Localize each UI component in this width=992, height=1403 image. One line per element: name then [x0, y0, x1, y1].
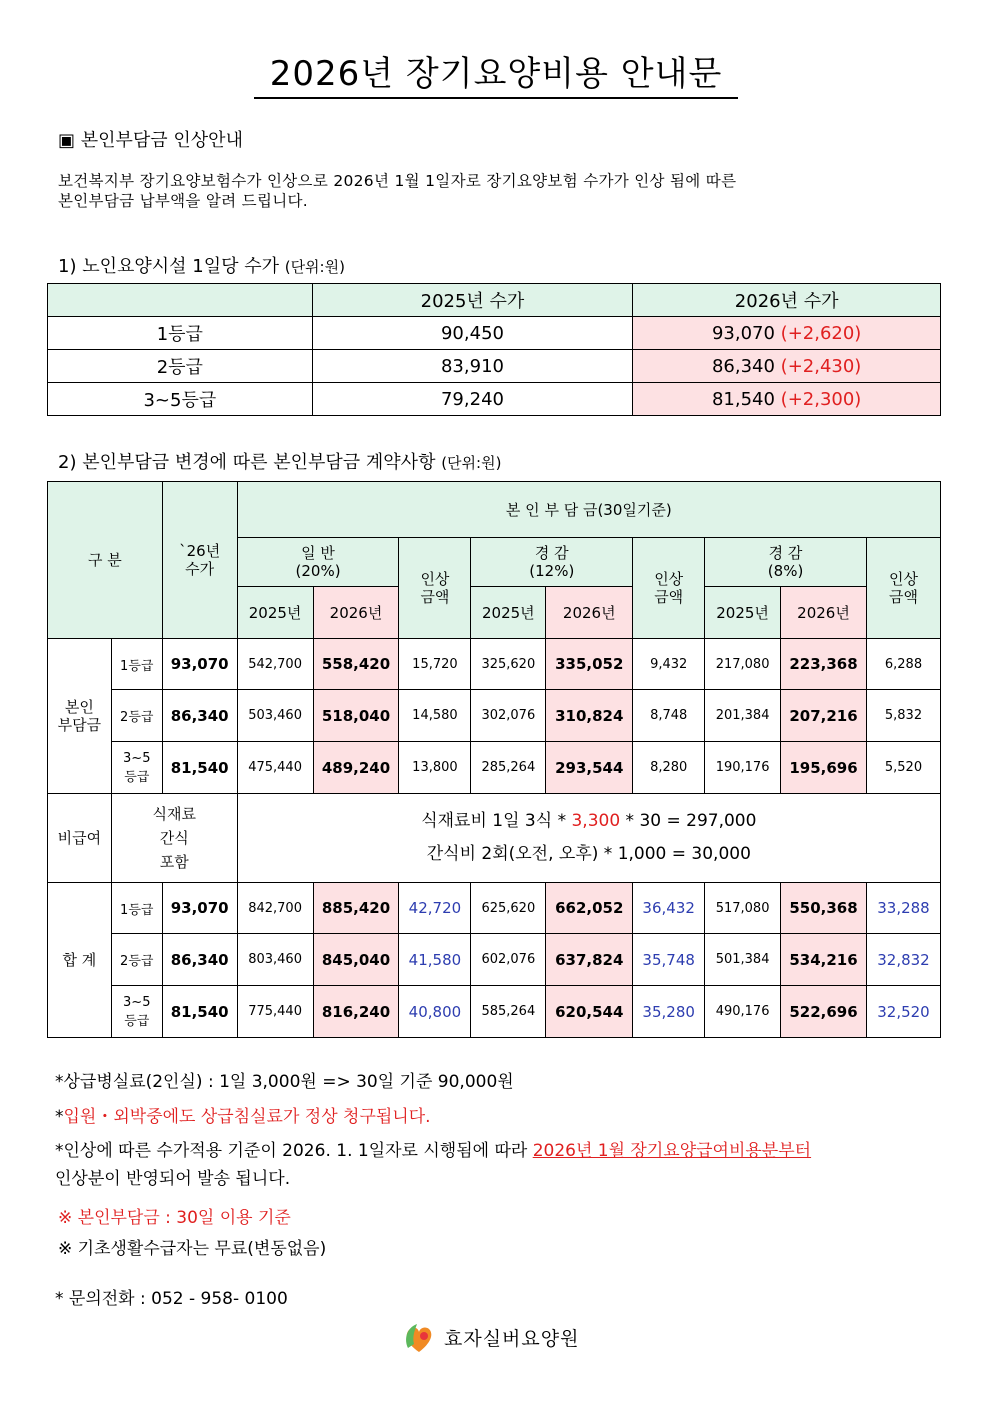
organization-logo: 효자실버요양원	[400, 1318, 579, 1356]
table-row: 3~5 등급 81,540 775,440 816,240 40,800 585,264 620,544 35,280 490,176 522,696 32,520	[48, 986, 941, 1038]
table-row: 2등급 86,340 803,460 845,040 41,580 602,076 637,824 35,748 501,384 534,216 32,832	[48, 934, 941, 986]
page-title: 2026년 장기요양비용 안내문	[0, 46, 992, 99]
note-basic-livelihood: ※ 기초생활수급자는 무료(변동없음)	[58, 1239, 327, 1259]
contact-phone: * 문의전화 : 052 - 958- 0100	[55, 1289, 288, 1309]
table-row: 본인 부담금 1등급 93,070 542,700 558,420 15,720 325,620 335,052 9,432 217,080 223,368 6,288	[48, 639, 941, 690]
heart-leaf-icon	[400, 1318, 438, 1356]
copay-table: 구 분 `26년 수가 본 인 부 담 금(30일기준) 일 반 (20%) 인상 금액 경 감 (12%) 인상 금액 경 감 (8%) 인상 금액 2025년 2026년 2025년 2026년 2025년 2026년 본인 부담금 1등급 93,070 542,700 558,420 15,720 325,620 335,052 9,432 217,080 223,368 6,288 2등급 86,340 503,460 518,040 14,580 302,076 310,824 8,748 201,384 207,216 5,832 3~5 등급 81,540 475,440 489,240 13,800 285,264 293,544 8,280 190,176 195,696 5,520 비급여 식재료 간식 포함 식재료비 1일 3식 * 3,300 * 30 = 297,000 간식비 2회(오전, 오후) * 1,000 = 30,000 합 계 1등급 93,070 842,700 885,420 42,720 625,620 662,052 36,432 517,080 550,368 33,288 2등급 86,340 803,460 845,040 41,580 602,076 637,824 35,748 501,384 534,216 32,832 3~5 등급 81,540 775,440 816,240 40,800 585,264 620,544 35,280 490,176 522,696 32,520	[47, 481, 941, 1038]
table-row: 1등급 90,450 93,070 (+2,620)	[48, 317, 941, 350]
table-row: 2등급 83,910 86,340 (+2,430)	[48, 350, 941, 383]
note-apply-date: *인상에 따른 수가적용 기준이 2026. 1. 1일자로 시행됨에 따라 2026년 1월 장기요양급여비용분부터 인상분이 반영되어 발송 됩니다.	[55, 1141, 812, 1189]
square-marker-icon: ▣	[58, 130, 76, 151]
table1-heading: 1) 노인요양시설 1일당 수가 (단위:원)	[58, 256, 345, 277]
note-hospitalization: *입원・외박중에도 상급침실료가 정상 청구됩니다.	[55, 1107, 431, 1127]
table-row: 3~5 등급 81,540 475,440 489,240 13,800 285,264 293,544 8,280 190,176 195,696 5,520	[48, 742, 941, 794]
notice-paragraph: 보건복지부 장기요양보험수가 인상으로 2026년 1월 1일자로 장기요양보험 수가가 인상 됨에 따른 본인부담금 납부액을 알려 드립니다.	[58, 172, 737, 210]
nonpay-row: 비급여 식재료 간식 포함 식재료비 1일 3식 * 3,300 * 30 = 297,000 간식비 2회(오전, 오후) * 1,000 = 30,000	[48, 794, 941, 883]
notice-heading: ▣ 본인부담금 인상안내	[58, 130, 243, 151]
fee-table-header: 2025년 수가 2026년 수가	[48, 284, 941, 317]
note-30day-basis: ※ 본인부담금 : 30일 이용 기준	[58, 1208, 291, 1228]
table-row: 합 계 1등급 93,070 842,700 885,420 42,720 625,620 662,052 36,432 517,080 550,368 33,288	[48, 883, 941, 934]
note-room-fee: *상급병실료(2인실) : 1일 3,000원 => 30일 기준 90,000원	[55, 1072, 514, 1092]
table-row: 3~5등급 79,240 81,540 (+2,300)	[48, 383, 941, 416]
fee-table	[47, 283, 941, 416]
table-row: 2등급 86,340 503,460 518,040 14,580 302,076 310,824 8,748 201,384 207,216 5,832	[48, 690, 941, 742]
table2-heading: 2) 본인부담금 변경에 따른 본인부담금 계약사항 (단위:원)	[58, 452, 502, 473]
